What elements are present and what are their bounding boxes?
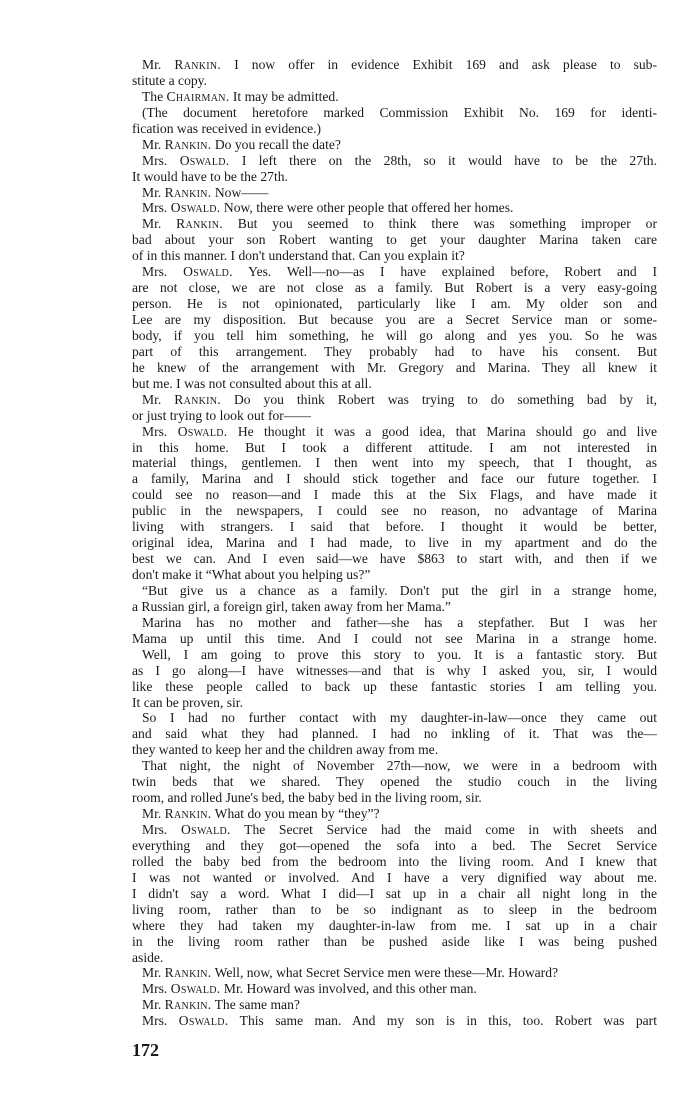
line-text: It may be admitted. bbox=[229, 88, 339, 104]
text-line bbox=[132, 121, 657, 137]
text-line bbox=[132, 535, 657, 551]
line-text: don't make it “What about you helping us?” bbox=[132, 567, 371, 582]
line-text: Mama up until this time. And I could not see Marina in a strange home. bbox=[132, 630, 657, 646]
text-line bbox=[132, 758, 657, 774]
line-text: are not close, we are not close as a family. But Robert is a very easy-going bbox=[132, 280, 657, 296]
text-line bbox=[132, 376, 657, 392]
speaker-title: Mr. bbox=[142, 806, 162, 822]
speaker-name: Rankin. bbox=[164, 184, 212, 200]
line-text: This same man. And my son is in this, too. Robert was part bbox=[228, 1013, 657, 1029]
line-text: fication was received in evidence.) bbox=[132, 120, 322, 136]
line-text: and said what they had planned. I had no inkling of it. That was the— bbox=[132, 726, 657, 742]
speaker-name: Oswald. bbox=[178, 1013, 229, 1029]
line-text: he knew of the arrangement with Mr. Gregory and Marina. They all knew it bbox=[132, 359, 657, 375]
line-text: rolled the baby bed from the bedroom into the living room. And I knew that bbox=[132, 853, 657, 869]
text-line bbox=[132, 137, 657, 153]
speaker-title: Mr. bbox=[142, 136, 162, 152]
text-line bbox=[132, 742, 657, 758]
line-text: where they had taken my daughter-in-law from me. I sat up in a chair bbox=[132, 917, 657, 933]
text-line bbox=[132, 185, 657, 201]
text-line bbox=[132, 679, 657, 695]
speaker-name: Rankin. bbox=[176, 216, 223, 232]
line-text: Do you think Robert was trying to do something bad by it, bbox=[221, 391, 657, 407]
speaker-title: The bbox=[142, 88, 164, 104]
line-text: they wanted to keep her and the children away from me. bbox=[132, 742, 439, 758]
speaker-title: Mrs. bbox=[142, 264, 168, 280]
speaker-title: Mrs. bbox=[142, 981, 168, 997]
line-text: material things, gentlemen. I then went into my speech, that I thought, as bbox=[132, 455, 657, 471]
text-line bbox=[132, 551, 657, 567]
line-text: like these people called to back up these fantastic stories I am telling you. bbox=[132, 678, 657, 694]
text-line bbox=[132, 328, 657, 344]
line-text: Well, I am going to prove this story to you. It is a fantastic story. But bbox=[142, 646, 657, 662]
line-text: Well, now, what Secret Service men were these—Mr. Howard? bbox=[211, 965, 559, 981]
line-text: twin beds that we shared. They opened the studio couch in the living bbox=[132, 774, 657, 790]
line-text: I now offer in evidence Exhibit 169 and ask please to sub- bbox=[221, 57, 657, 72]
speaker-title: Mr. bbox=[142, 391, 162, 407]
line-text: of in this manner. I don't understand that. Can you explain it? bbox=[132, 248, 465, 264]
speaker-name: Oswald. bbox=[183, 264, 233, 280]
text-line bbox=[132, 57, 657, 73]
speaker-name: Rankin. bbox=[164, 965, 212, 981]
line-text: It would have to be the 27th. bbox=[132, 168, 288, 184]
speaker-name: Chairman. bbox=[166, 88, 230, 104]
text-line bbox=[132, 790, 657, 806]
line-text: Mr. Howard was involved, and this other man. bbox=[220, 981, 477, 997]
line-text: So I had no further contact with my daughter-in-law—once they came out bbox=[142, 710, 657, 726]
line-text: as I go along—I have witnesses—and that is why I asked you, sir, I would bbox=[132, 662, 657, 678]
speaker-title: Mrs. bbox=[142, 423, 168, 439]
text-line bbox=[132, 663, 657, 679]
line-text: part of this arrangement. They probably had to have his consent. But bbox=[132, 343, 657, 359]
text-line bbox=[132, 950, 657, 966]
line-text: body, if you tell him something, he will go along and yes you. So he was bbox=[132, 327, 657, 343]
transcript-body bbox=[132, 57, 657, 1029]
speaker-title: Mrs. bbox=[142, 152, 168, 168]
line-text: Do you recall the date? bbox=[211, 136, 341, 152]
line-text: Now—— bbox=[211, 184, 269, 200]
speaker-name: Rankin. bbox=[164, 136, 212, 152]
text-line bbox=[132, 854, 657, 870]
line-text: person. He is not opinionated, particularly like I am. My older son and bbox=[132, 296, 657, 312]
line-text: everything and they got—opened the sofa into a bed. The Secret Service bbox=[132, 837, 657, 853]
line-text: stitute a copy. bbox=[132, 72, 207, 88]
speaker-name: Oswald. bbox=[170, 981, 221, 997]
text-line bbox=[132, 886, 657, 902]
line-text: bad about your son Robert wanting to get your daughter Marina taken care bbox=[132, 232, 657, 248]
speaker-title: Mrs. bbox=[142, 1013, 168, 1029]
line-text: I didn't say a word. What I did—I sat up in a chair all night long in the bbox=[132, 885, 657, 901]
speaker-name: Oswald. bbox=[170, 200, 221, 216]
text-line bbox=[132, 360, 657, 376]
text-line bbox=[132, 344, 657, 360]
text-line bbox=[132, 1013, 657, 1029]
text-line bbox=[132, 981, 657, 997]
text-line bbox=[132, 838, 657, 854]
speaker-title: Mr. bbox=[142, 184, 162, 200]
line-text: a Russian girl, a foreign girl, taken away from her Mama.” bbox=[132, 598, 451, 614]
line-text: “But give us a chance as a family. Don't put the girl in a strange home, bbox=[142, 582, 657, 598]
text-line bbox=[132, 216, 657, 232]
line-text: Marina has no mother and father—she has a stepfather. But I was her bbox=[142, 614, 657, 630]
speaker-name: Rankin. bbox=[174, 57, 222, 72]
text-line bbox=[132, 615, 657, 631]
line-text: aside. bbox=[132, 949, 164, 965]
text-line bbox=[132, 647, 657, 663]
line-text: best we can. And I even said—we have $863 to start with, and then if we bbox=[132, 551, 657, 567]
speaker-title: Mr. bbox=[142, 57, 162, 72]
speaker-name: Rankin. bbox=[164, 997, 212, 1013]
line-text: Lee are my disposition. But because you are a Secret Service man or some- bbox=[132, 312, 657, 327]
speaker-name: Oswald. bbox=[179, 152, 230, 168]
text-line bbox=[132, 631, 657, 647]
text-line bbox=[132, 312, 657, 328]
speaker-name: Oswald. bbox=[180, 822, 231, 837]
line-text: What do you mean by “they”? bbox=[211, 806, 380, 822]
text-line bbox=[132, 440, 657, 456]
text-line bbox=[132, 471, 657, 487]
text-line bbox=[132, 424, 657, 440]
speaker-title: Mrs. bbox=[142, 822, 168, 837]
text-line bbox=[132, 583, 657, 599]
line-text: public in the newspapers, I could see no reason, no advantage of Marina bbox=[132, 503, 657, 519]
speaker-name: Rankin. bbox=[174, 391, 222, 407]
text-line bbox=[132, 392, 657, 408]
speaker-title: Mr. bbox=[142, 965, 162, 981]
text-line bbox=[132, 503, 657, 519]
text-line bbox=[132, 710, 657, 726]
line-text: but me. I was not consulted about this at all. bbox=[132, 375, 372, 391]
text-line bbox=[132, 599, 657, 615]
text-line bbox=[132, 806, 657, 822]
text-line bbox=[132, 774, 657, 790]
line-text: a family, Marina and I should stick together and face our future together. I bbox=[132, 471, 657, 487]
page-number: 172 bbox=[132, 1040, 159, 1060]
text-line bbox=[132, 870, 657, 886]
line-text: in this home. But I took a different attitude. I am not interested in bbox=[132, 439, 657, 455]
text-line bbox=[132, 455, 657, 471]
text-line bbox=[132, 280, 657, 296]
speaker-name: Oswald. bbox=[177, 423, 228, 439]
line-text: It can be proven, sir. bbox=[132, 694, 243, 710]
line-text: could see no reason—and I made this at the Six Flags, and have made it bbox=[132, 487, 657, 503]
text-line bbox=[132, 232, 657, 248]
speaker-name: Rankin. bbox=[164, 806, 212, 822]
line-text: He thought it was a good idea, that Marina should go and live bbox=[227, 423, 657, 439]
text-line bbox=[132, 73, 657, 89]
text-line bbox=[132, 997, 657, 1013]
text-line bbox=[132, 408, 657, 424]
line-text: That night, the night of November 27th—now, we were in a bedroom with bbox=[142, 758, 657, 774]
line-text: The Secret Service had the maid come in with sheets and bbox=[230, 822, 657, 837]
speaker-title: Mr. bbox=[142, 997, 162, 1013]
line-text: (The document heretofore marked Commission Exhibit No. 169 for identi- bbox=[142, 104, 657, 120]
text-line bbox=[132, 169, 657, 185]
text-line bbox=[132, 918, 657, 934]
text-line bbox=[132, 902, 657, 918]
text-line bbox=[132, 965, 657, 981]
text-line bbox=[132, 934, 657, 950]
text-line bbox=[132, 264, 657, 280]
text-line bbox=[132, 153, 657, 169]
line-text: I left there on the 28th, so it would have to be the 27th. bbox=[229, 152, 657, 168]
line-text: But you seemed to think there was something improper or bbox=[222, 216, 657, 232]
text-line bbox=[132, 519, 657, 535]
line-text: in the living room rather than be pushed aside like I was being pushed bbox=[132, 933, 657, 949]
line-text: Yes. Well—no—as I have explained before, Robert and I bbox=[232, 264, 657, 280]
line-text: original idea, Marina and I had made, to live in my apartment and do the bbox=[132, 535, 657, 551]
line-text: living with strangers. I said that before. I thought it would be better, bbox=[132, 519, 657, 535]
line-text: I was not wanted or involved. And I have a very dignified way about me. bbox=[132, 869, 657, 885]
speaker-title: Mr. bbox=[142, 216, 162, 232]
text-line bbox=[132, 296, 657, 312]
text-line bbox=[132, 200, 657, 216]
line-text: room, and rolled June's bed, the baby bed in the living room, sir. bbox=[132, 790, 482, 806]
line-text: The same man? bbox=[211, 997, 300, 1013]
line-text: Now, there were other people that offered her homes. bbox=[220, 200, 514, 216]
text-line bbox=[132, 567, 657, 583]
line-text: or just trying to look out for—— bbox=[132, 407, 311, 423]
text-line bbox=[132, 822, 657, 838]
text-line bbox=[132, 695, 657, 711]
text-line bbox=[132, 248, 657, 264]
text-line bbox=[132, 487, 657, 503]
text-line bbox=[132, 89, 657, 105]
speaker-title: Mrs. bbox=[142, 200, 168, 216]
line-text: living room, rather than to be so indignant as to sleep in the bedroom bbox=[132, 901, 657, 917]
text-line bbox=[132, 726, 657, 742]
text-line bbox=[132, 105, 657, 121]
